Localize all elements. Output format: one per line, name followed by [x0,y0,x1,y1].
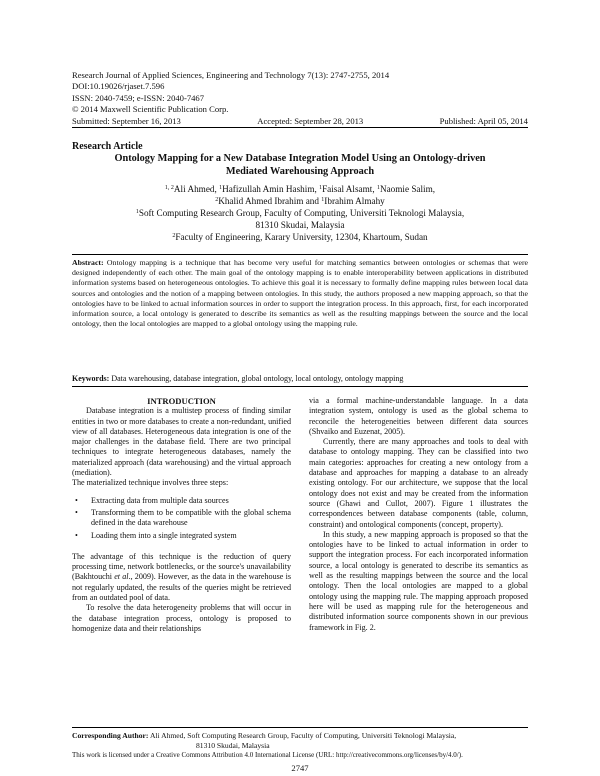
abstract-text: Ontology mapping is a technique that has become very useful for matching semantics between ontologies or schemas that were designed independently of each other. The main goal of the ontology mapping is to enable interoperability between applications in distributed information systems based on heterogeneous ontologies. To achieve this goal it is necessary to formally define mapping rules between local data sources and ontologies and the notion of a mapping between ontologies. In this study, the authors proposed a new mapping approach, so that the ontologies have to be linked to actual information sources in order to support the integration process. In this approach, first, for each incorporated information source, a local ontology is generated to describe its semantics as well as the resulting mappings between the source and the local ontology, then the local ontologies are mapped to a global ontology using the mapping rule. [72,258,529,329]
published-date: Published: April 05, 2014 [439,116,528,126]
paragraph: via a formal machine-understandable language. In a data integration system, ontology is used as the global schema to reconcile the heterogeneities between different data sources (Shvaiko and Euzenat, 2005). [309,396,528,436]
paragraph: To resolve the data heterogeneity problems that will occur in the database integration process, ontology is proposed to homogenize data and their relationships [72,603,291,633]
author-name: Hafizullah Amin Hashim, [222,184,320,194]
copyright: © 2014 Maxwell Scientific Publication Corp. [72,104,229,114]
corr-label: Corresponding Author: [72,731,149,740]
issn: ISSN: 2040-7459; e-ISSN: 2040-7467 [72,93,205,103]
abstract-label: Abstract: [72,258,104,267]
authors-line-2: $^2$Khalid Ahmed Ibrahim and $^1$Ibrahim Almahy [215,196,385,206]
bullet-list [72,496,291,541]
paper-title [72,153,528,178]
dates-row [72,116,528,126]
abstract-top-rule [72,254,528,255]
keywords-text: Data warehousing, database integration, global ontology, local ontology, ontology mapping [111,374,404,383]
submitted-date: Submitted: September 16, 2013 [72,116,181,126]
author-block [72,183,528,243]
title-line-1: Ontology Mapping for a New Database Integration Model Using an Ontology-driven [114,153,486,164]
title-line-2: Mediated Warehousing Approach [225,165,375,177]
paragraph: The advantage of this technique is the reduction of query processing time, network bottlenecks, or the source's unavailability (Bakhtouchi et al., 2009). However, as the data in the warehouse is not regularly updated, the results of the queries might be retrieved from an outdated pool of data. [72,551,291,603]
author-name: Ibrahim Almahy [324,196,385,206]
section-heading: INTRODUCTION [147,396,216,406]
paragraph: In this study, a new mapping approach is proposed so that the ontologies have to be linked to actual information in order to support the integration process. For each incorporated information source, a local ontology is generated to describe its semantics as well as the resulting mappings between the source and the local ontology. Then the local ontologies are mapped to a global ontology using the mapping rule. The mapping approach proposed here will be used as mapping rule for the heterogeneous and distributed information source components shown in our previous framework in Fig. 2. [309,529,528,632]
author-name: Khalid Ahmed Ibrahim and [218,196,322,206]
article-type: Research Article [72,141,143,152]
author-name: Ali Ahmed, [173,184,220,194]
accepted-date: Accepted: September 28, 2013 [257,116,364,126]
doi: DOI:10.19026/rjaset.7.596 [72,81,165,91]
affiliation-2: $^2$Faculty of Engineering, Karary University, 12304, Khartoum, Sudan [172,232,428,242]
keywords [72,374,528,383]
paragraph: Database integration is a multistep process of finding similar entities in two or more databases to create a non-redundant, unified view of all databases. Heterogeneous data integration is one of the major challenges in the database field. There are two principal techniques to integrate heterogeneous databases, namely the materialized approach (data warehousing) and the virtual approach (mediation). [72,406,291,478]
affiliation-1-city: 81310 Skudai, Malaysia [255,220,345,230]
paragraph: Currently, there are many approaches and tools to deal with database to ontology mapping. They can be classified into two main categories: approaches for creating a new ontology from a database and approaches for mapping a database to an already existing ontology. For our architecture, we suppose that the local ontology does not exist and may be created from the information source (Ghawi and Cullot, 2007). Figure 1 illustrates the correspondences between database components (table, column, constraint) and ontological components (concept, property). [309,437,528,529]
keywords-label: Keywords: [72,374,110,383]
corresponding-author: Corresponding Author: Ali Ahmed, Soft Computing Research Group, Faculty of Computing, Universiti Teknologi Malaysia, 81310 Skudai, Malaysia [72,731,457,750]
journal-citation: Research Journal of Applied Sciences, Engineering and Technology 7(13): 2747-2755, 2014 [72,70,390,80]
list-item: • Loading them into a single integrated system [72,531,291,541]
footer-rule [72,727,528,728]
list-item: • Extracting data from multiple data sources [72,496,291,506]
right-column [309,396,528,633]
left-column [72,396,291,634]
author-name: Naomie Salim, [379,184,436,194]
author-name: Faisal Alsamt, [322,184,377,194]
page-number: 2747 [291,763,309,773]
abstract [72,258,528,329]
authors-line-1: $^{1, 2}$Ali Ahmed, $^1$Hafizullah Amin Hashim, $^1$Faisal Alsamt, $^1$Naomie Salim, [164,184,436,194]
paragraph: The materialized technique involves three steps: [72,478,229,488]
keywords-bottom-rule [72,386,528,387]
license-text: This work is licensed under a Creative Commons Attribution 4.0 International License (URL: http://creativecommons.org/licenses/by/4.0/). [72,751,463,759]
header-divider [72,127,528,128]
affiliation-1: $^1$Soft Computing Research Group, Faculty of Computing, Universiti Teknologi Malaysia, [135,208,465,218]
list-item: • Transforming them to be compatible with the global schema defined in the data warehouse [72,508,291,529]
